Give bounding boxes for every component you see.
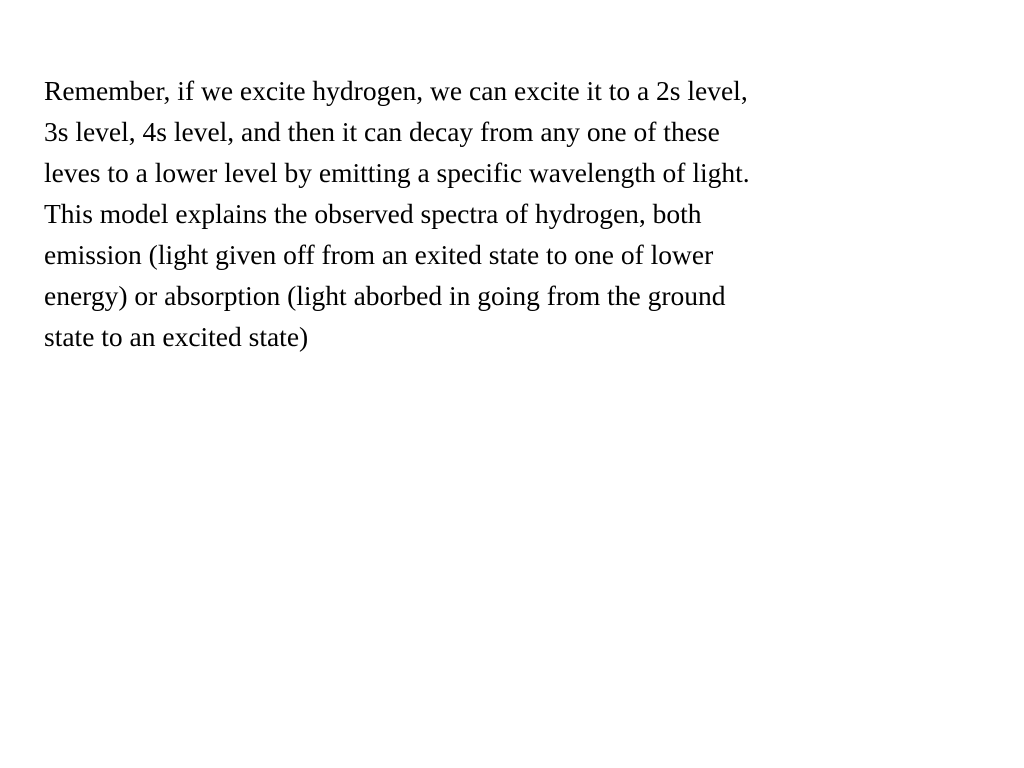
text-line: state to an excited state): [44, 321, 309, 352]
text-line: This model explains the observed spectra of hydrogen, both: [44, 198, 702, 229]
text-line: emission (light given off from an exited state to one of lower: [44, 239, 714, 270]
text-line: 3s level, 4s level, and then it can decay from any one of these: [44, 116, 720, 147]
body-text: [44, 70, 984, 357]
text-line: leves to a lower level by emitting a specific wavelength of light.: [44, 157, 750, 188]
text-line: Remember, if we excite hydrogen, we can excite it to a 2s level,: [44, 75, 748, 106]
text-line: energy) or absorption (light aborbed in going from the ground: [44, 280, 726, 311]
